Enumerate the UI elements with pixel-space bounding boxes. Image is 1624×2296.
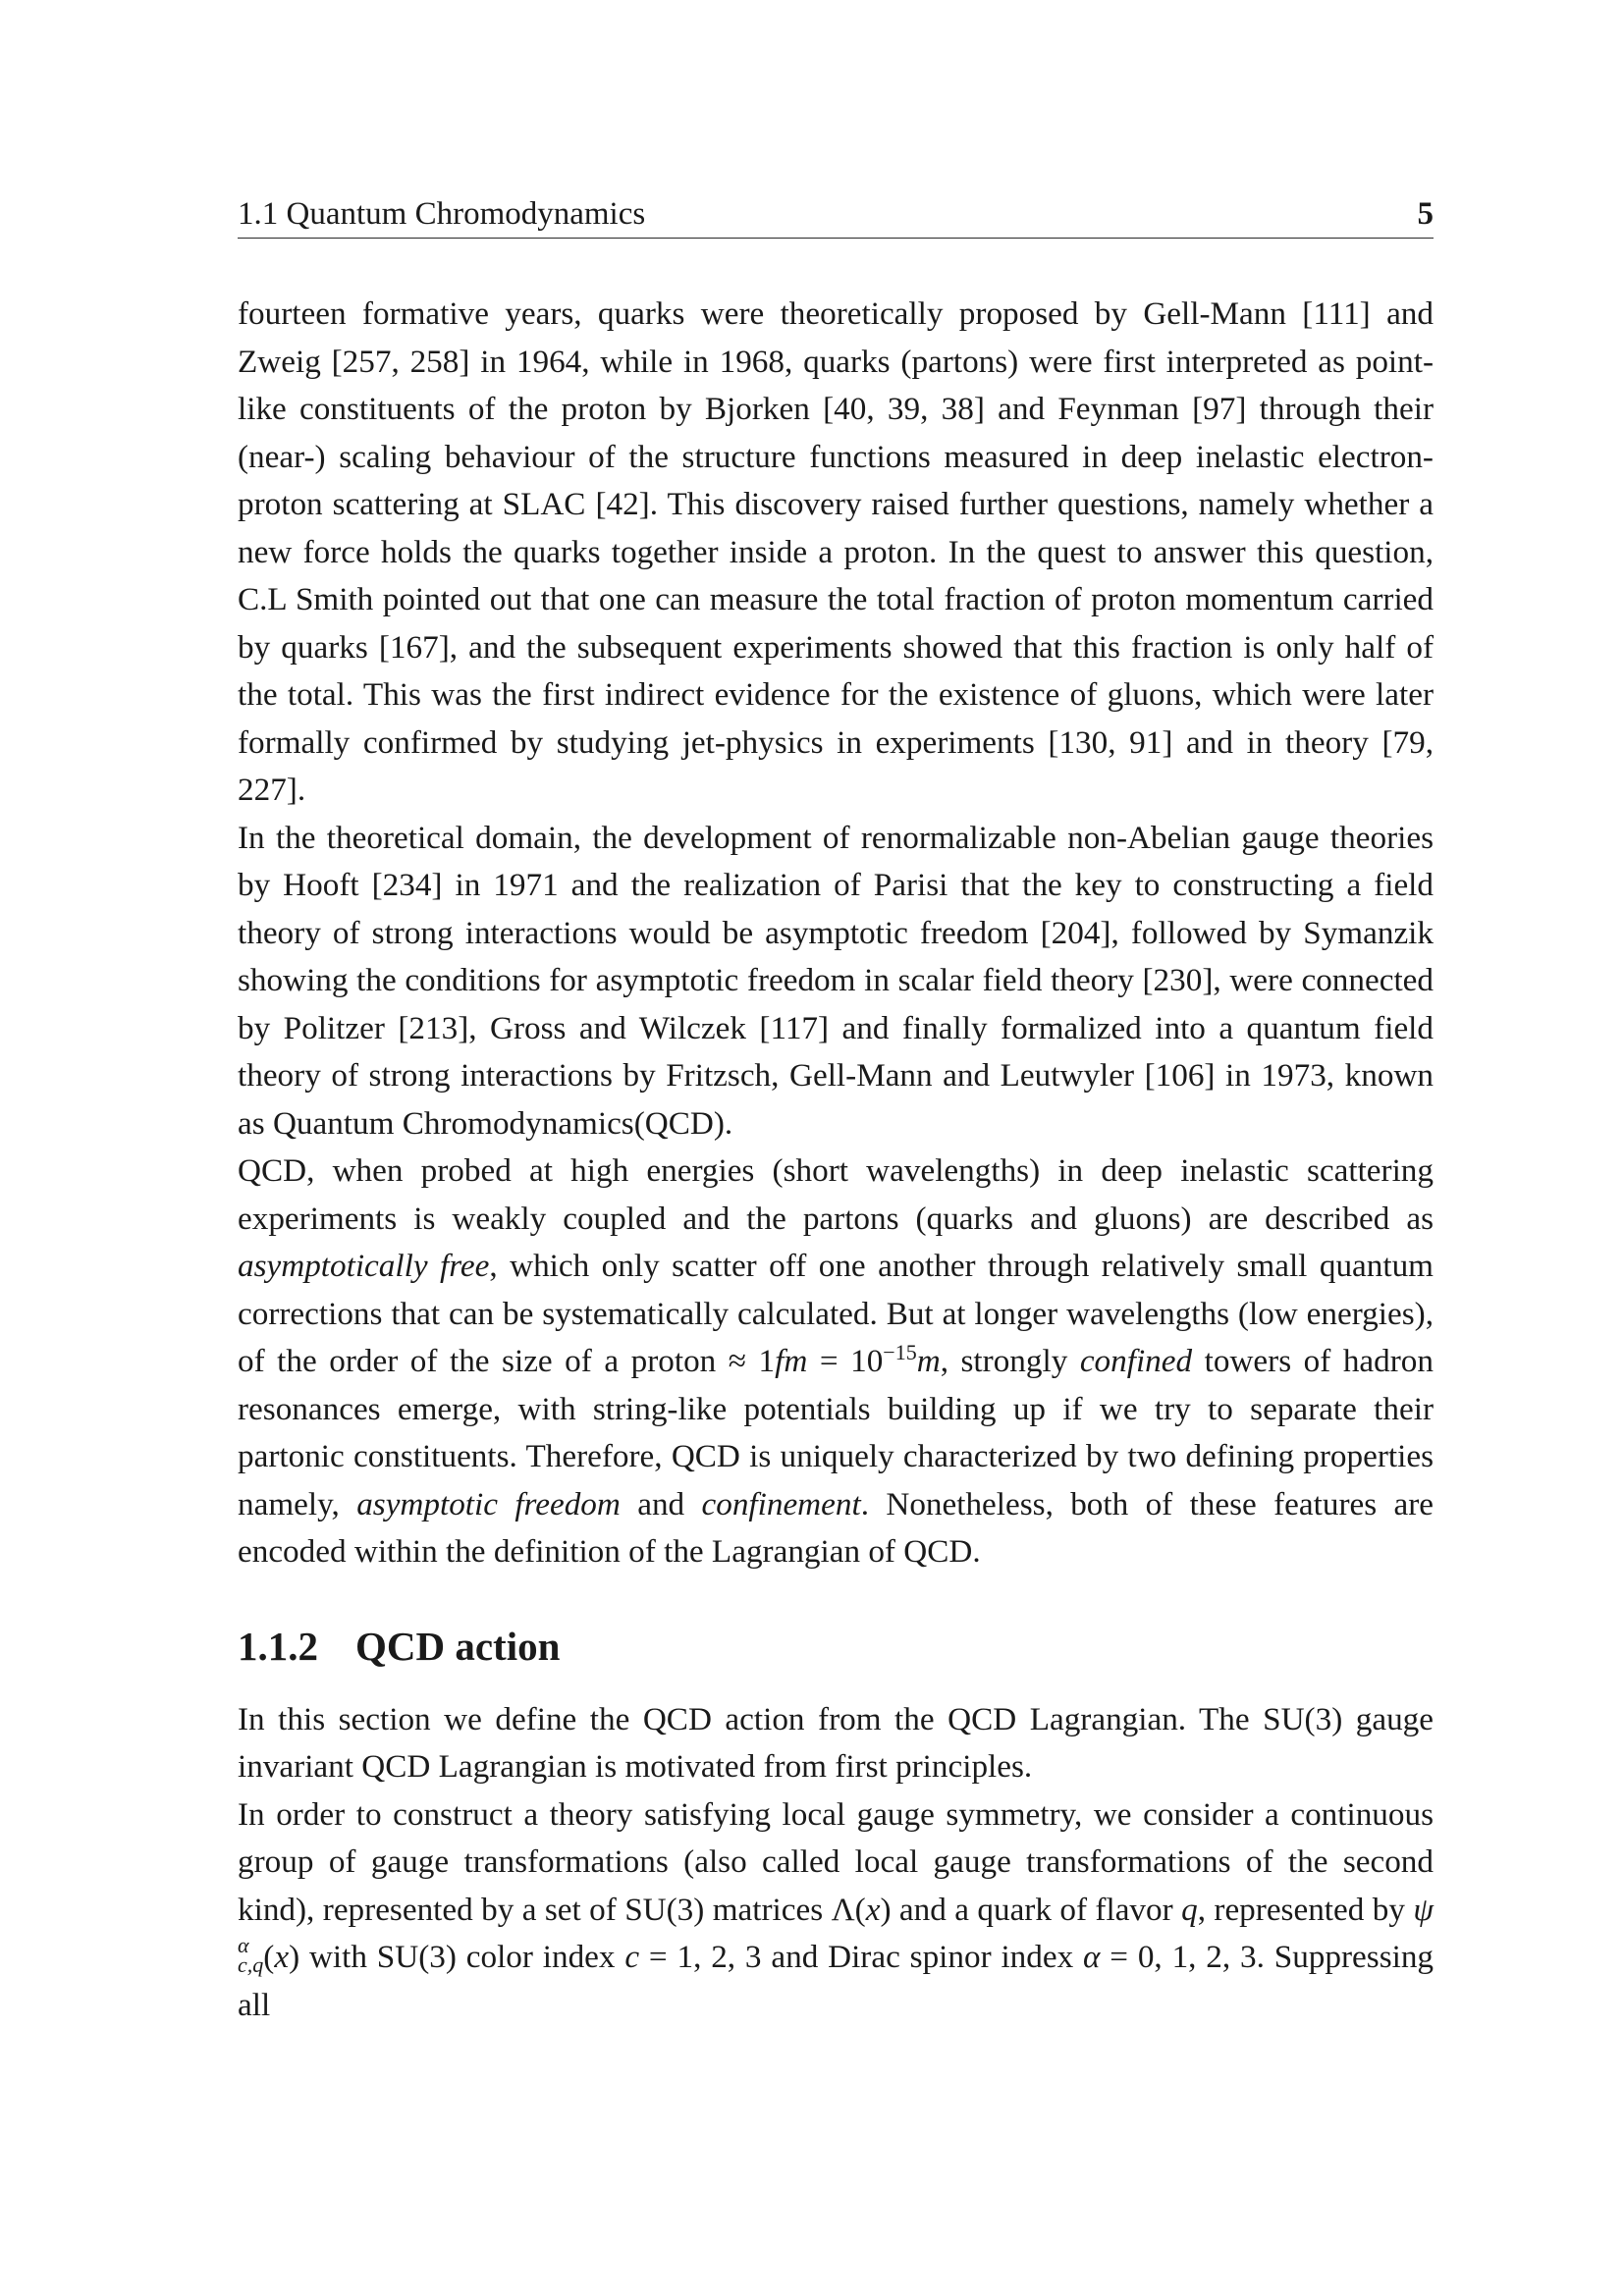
- page-number: 5: [1417, 196, 1434, 232]
- math-alpha-values: = 0, 1, 2, 3: [1100, 1939, 1257, 1975]
- text-span: , strongly: [940, 1343, 1080, 1379]
- math-q: q: [1181, 1891, 1198, 1928]
- text-span: and: [620, 1485, 702, 1522]
- math-equals: = 10: [807, 1343, 884, 1379]
- paragraph-gauge-symmetry: [238, 1791, 1434, 2030]
- running-title: 1.1 Quantum Chromodynamics: [238, 196, 646, 232]
- math-close-paren: ): [880, 1891, 892, 1928]
- math-open-paren: (: [263, 1939, 275, 1975]
- text-span: and a quark of flavor: [891, 1891, 1182, 1928]
- math-close-paren: ): [289, 1939, 300, 1975]
- text-span: , represented by: [1197, 1891, 1414, 1928]
- text-span: QCD, when probed at high energies (short wavelengths) in deep inelastic scattering experiments is weakly coupled and the partons (quarks and gluons) are described as: [238, 1152, 1434, 1237]
- text-span: . Nonetheless, both of these features are encoded within the definition of the Lagrangian of QCD.: [238, 1485, 1435, 1570]
- math-psi: ψ: [1413, 1891, 1434, 1928]
- inline-math-proton-size: [728, 1339, 941, 1379]
- emphasis-asymptotically-free: asymptotically free: [238, 1248, 490, 1284]
- text-span: In order to construct a theory satisfying local gauge symmetry, we consider a continuous group of gauge transformations (also called local gauge transformations of the second kind), represented by a set of SU(3) matrices: [238, 1795, 1434, 1928]
- text-span: with SU(3) color index: [299, 1939, 625, 1975]
- psi-subscript: c,q: [238, 1952, 264, 1978]
- running-header: [238, 194, 1434, 239]
- math-exponent: −15: [883, 1339, 917, 1364]
- paragraph-section-intro: In this section we define the QCD action from the QCD Lagrangian. The SU(3) gauge invariant QCD Lagrangian is motivated from first principles.: [238, 1700, 1434, 1785]
- math-approx: ≈ 1: [728, 1343, 776, 1379]
- math-c-values: = 1, 2, 3: [639, 1939, 762, 1975]
- main-text: [238, 291, 1434, 2029]
- section-title: QCD action: [355, 1623, 561, 1669]
- text-span: and Dirac spinor index: [761, 1939, 1084, 1975]
- emphasis-confinement: confinement: [701, 1485, 861, 1522]
- paragraph-qcd-properties: [238, 1148, 1434, 1576]
- math-c: c: [624, 1939, 640, 1975]
- math-fm: fm: [775, 1343, 808, 1379]
- section-heading: [238, 1623, 1434, 1670]
- math-m: m: [916, 1343, 941, 1379]
- inline-math-lambda: [832, 1892, 892, 1928]
- emphasis-confined: confined: [1079, 1343, 1193, 1379]
- math-x: x: [274, 1939, 290, 1975]
- text-span: , which only scatter off one another through relatively small quantum corrections that can be systematically calculated. But at longer wavelengths (low energies), of the order of the size of a proton: [238, 1248, 1434, 1379]
- paragraph-history-quarks: fourteen formative years, quarks were theoretically proposed by Gell-Mann [111] and Zweig [257, 258] in 1964, while in 1968, quarks (partons) were first interpreted as point-like constituents of the proton by Bjorken [40, 39, 38] and Feynman [97] through their (near-) scaling behaviour of the structure functions measured in deep inelastic electron-proton scattering at SLAC [42]. This discovery raised further questions, namely whether a new force holds the quarks together inside a proton. In the quest to answer this question, C.L Smith pointed out that one can measure the total fraction of proton momentum carried by quarks [167], and the subsequent experiments showed that this fraction is only half of the total. This was the first indirect evidence for the existence of gluons, which were later formally confirmed by studying jet-physics in experiments [130, 91] and in theory [79, 227].: [238, 295, 1434, 808]
- emphasis-asymptotic-freedom: asymptotic freedom: [356, 1485, 621, 1522]
- paragraph-theoretical-domain: In the theoretical domain, the development of renormalizable non-Abelian gauge theories by Hooft [234] in 1971 and the realization of Parisi that the key to constructing a field theory of strong interactions would be asymptotic freedom [204], followed by Symanzik showing the conditions for asymptotic freedom in scalar field theory [230], were connected by Politzer [213], Gross and Wilczek [117] and finally formalized into a quantum field theory of strong interactions by Fritzsch, Gell-Mann and Leutwyler [106] in 1973, known as Quantum Chromodynamics(QCD).: [238, 819, 1434, 1142]
- psi-indices: [238, 1933, 264, 1978]
- text-span: towers of hadron resonances emerge, with string-like potentials building up if we try to separate their partonic constituents. Therefore, QCD is uniquely characterized by two defining properties namely,: [238, 1343, 1434, 1522]
- section-number: 1.1.2: [238, 1623, 318, 1669]
- text-span: . Suppressing all: [238, 1939, 1435, 2023]
- psi-superscript: α: [238, 1933, 249, 1958]
- math-lambda: Λ(: [831, 1891, 866, 1928]
- math-x: x: [865, 1891, 881, 1928]
- math-alpha: α: [1083, 1939, 1101, 1975]
